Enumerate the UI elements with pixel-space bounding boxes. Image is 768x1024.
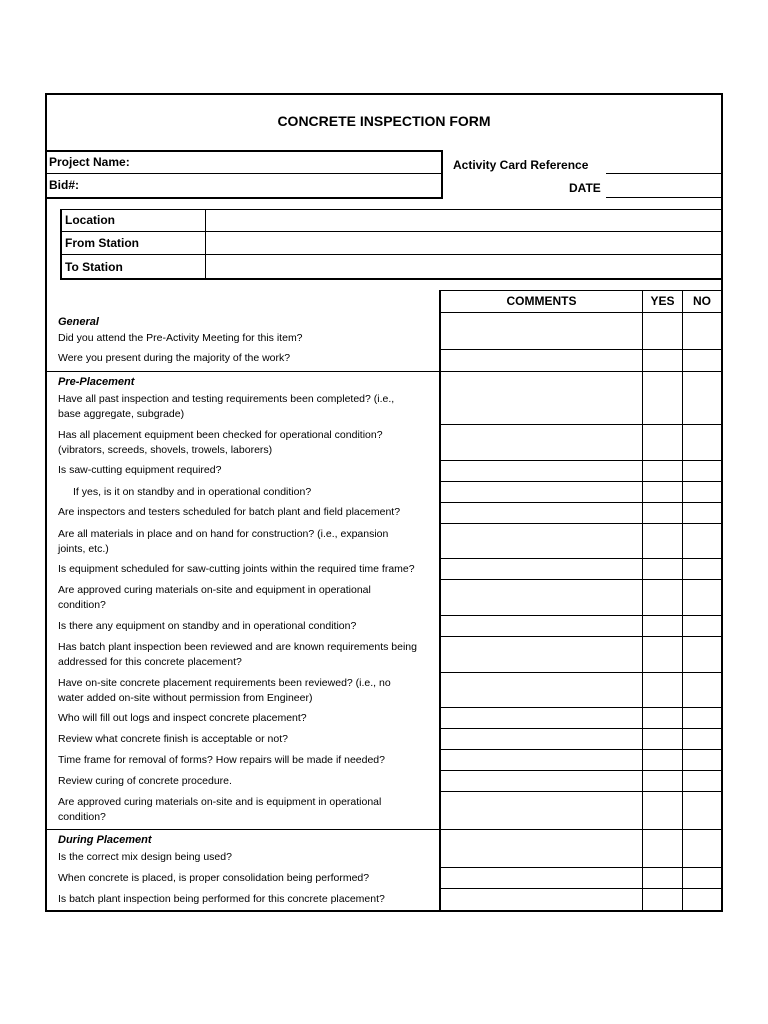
no-checkbox[interactable] [683,708,721,728]
yes-checkbox[interactable] [643,889,682,910]
yes-checkbox[interactable] [643,771,682,791]
comments-cell[interactable] [441,889,642,910]
comments-cell[interactable] [441,503,642,523]
comments-cell[interactable] [441,637,642,672]
date-field[interactable] [606,179,721,197]
question-text: Is batch plant inspection being performed for this concrete placement? [58,893,385,905]
no-checkbox[interactable] [683,750,721,770]
no-checkbox[interactable] [683,503,721,523]
yes-header: YES [650,294,675,308]
comments-cell[interactable] [441,559,642,579]
no-checkbox[interactable] [683,580,721,615]
comments-cell[interactable] [441,771,642,791]
section-title-general: General [58,316,99,328]
yes-checkbox[interactable] [643,425,682,460]
no-checkbox[interactable] [683,616,721,636]
yes-checkbox[interactable] [643,350,682,371]
checklist-header-bottom [440,312,722,313]
question-text: Did you attend the Pre-Activity Meeting for this item? [58,332,303,344]
comments-cell[interactable] [441,524,642,558]
section-title-during-placement: During Placement [58,834,152,846]
no-checkbox[interactable] [683,792,721,829]
bid-label: Bid#: [49,178,79,192]
question-text: Review curing of concrete procedure. [58,775,232,787]
question-text: Is there any equipment on standby and in operational condition? [58,620,357,632]
comments-cell[interactable] [441,425,642,460]
section-title-pre-placement: Pre-Placement [58,376,135,388]
question-text: Has all placement equipment been checked for operational condition? (vibrators, screeds, shovels, trowels, laborers) [58,429,383,456]
yes-checkbox[interactable] [643,372,682,424]
frame-left [45,93,47,912]
comments-cell[interactable] [441,314,642,349]
yes-checkbox[interactable] [643,482,682,502]
yes-checkbox[interactable] [643,637,682,672]
yes-checkbox[interactable] [643,616,682,636]
project-name-field[interactable] [150,152,438,172]
yes-checkbox[interactable] [643,673,682,707]
question-text: When concrete is placed, is proper consolidation being performed? [58,872,370,884]
comments-cell[interactable] [441,350,642,371]
question-text: Have on-site concrete placement requirements been reviewed? (i.e., no water added on-site without permission from Engineer) [58,677,391,704]
no-checkbox[interactable] [683,482,721,502]
comments-cell[interactable] [441,616,642,636]
no-header: NO [693,294,711,308]
comments-cell[interactable] [441,673,642,707]
to-station-field[interactable] [207,255,721,278]
location-box-bottom [60,278,722,280]
question-text: Are all materials in place and on hand for construction? (i.e., expansion joints, etc.) [58,528,389,555]
bid-bottom [45,197,443,199]
form-title: CONCRETE INSPECTION FORM [277,113,491,129]
no-checkbox[interactable] [683,524,721,558]
checklist-header-top [440,290,722,291]
activity-card-label: Activity Card Reference [453,158,589,172]
project-box-right [441,150,443,199]
comments-cell[interactable] [441,461,642,481]
question-text: Has batch plant inspection been reviewed and are known requirements being addressed for this concrete placement? [58,641,417,668]
question-text: Time frame for removal of forms? How repairs will be made if needed? [58,754,385,766]
yes-checkbox[interactable] [643,868,682,888]
yes-checkbox[interactable] [643,314,682,349]
project-name-label: Project Name: [49,155,130,169]
frame-top [45,93,723,95]
to-station-label: To Station [65,260,123,274]
activity-card-field-line [606,173,721,174]
date-label: DATE [569,181,601,195]
no-checkbox[interactable] [683,425,721,460]
no-checkbox[interactable] [683,461,721,481]
no-checkbox[interactable] [683,889,721,910]
question-text: Is the correct mix design being used? [58,851,232,863]
comments-cell[interactable] [441,750,642,770]
question-text: Are inspectors and testers scheduled for batch plant and field placement? [58,506,401,518]
no-checkbox[interactable] [683,673,721,707]
yes-checkbox[interactable] [643,524,682,558]
yes-checkbox[interactable] [643,792,682,829]
comments-cell[interactable] [441,868,642,888]
question-text: Review what concrete finish is acceptable or not? [58,733,288,745]
question-text: Are approved curing materials on-site and is equipment in operational condition? [58,796,382,823]
question-text: Are approved curing materials on-site and equipment in operational condition? [58,584,371,611]
comments-header: COMMENTS [506,294,577,308]
question-text: Were you present during the majority of the work? [58,352,291,364]
question-text: Is equipment scheduled for saw-cutting joints within the required time frame? [58,563,415,575]
frame-bottom [45,910,723,912]
comments-cell[interactable] [441,830,642,867]
activity-card-field[interactable] [606,155,721,173]
date-field-line [606,197,721,198]
question-text: Is saw-cutting equipment required? [58,464,222,476]
yes-checkbox[interactable] [643,830,682,867]
yes-checkbox[interactable] [643,729,682,749]
yes-checkbox[interactable] [643,503,682,523]
yes-checkbox[interactable] [643,708,682,728]
project-bid-divider [45,173,443,174]
from-station-label: From Station [65,236,139,250]
section-separator [45,371,441,372]
no-checkbox[interactable] [683,350,721,371]
yes-checkbox[interactable] [643,559,682,579]
comments-cell[interactable] [441,792,642,829]
no-checkbox[interactable] [683,637,721,672]
location-box-left [60,209,62,280]
no-checkbox[interactable] [683,830,721,867]
question-text: Have all past inspection and testing requirements been completed? (i.e., base aggregate, subgrade) [58,393,395,420]
yes-checkbox[interactable] [643,580,682,615]
comments-cell[interactable] [441,708,642,728]
location-field[interactable] [207,210,721,231]
comments-cell[interactable] [441,580,642,615]
no-checkbox[interactable] [683,372,721,424]
question-text: If yes, is it on standby and in operational condition? [73,486,312,498]
location-label: Location [65,213,115,227]
section-separator [45,829,441,830]
yes-checkbox[interactable] [643,461,682,481]
no-checkbox[interactable] [683,868,721,888]
no-checkbox[interactable] [683,559,721,579]
comments-cell[interactable] [441,482,642,502]
location-label-divider [205,209,206,280]
comments-cell[interactable] [441,729,642,749]
no-checkbox[interactable] [683,729,721,749]
no-checkbox[interactable] [683,771,721,791]
comments-cell[interactable] [441,372,642,424]
from-station-field[interactable] [207,232,721,254]
yes-checkbox[interactable] [643,750,682,770]
no-checkbox[interactable] [683,314,721,349]
question-text: Who will fill out logs and inspect concrete placement? [58,712,307,724]
bid-field[interactable] [100,175,438,196]
